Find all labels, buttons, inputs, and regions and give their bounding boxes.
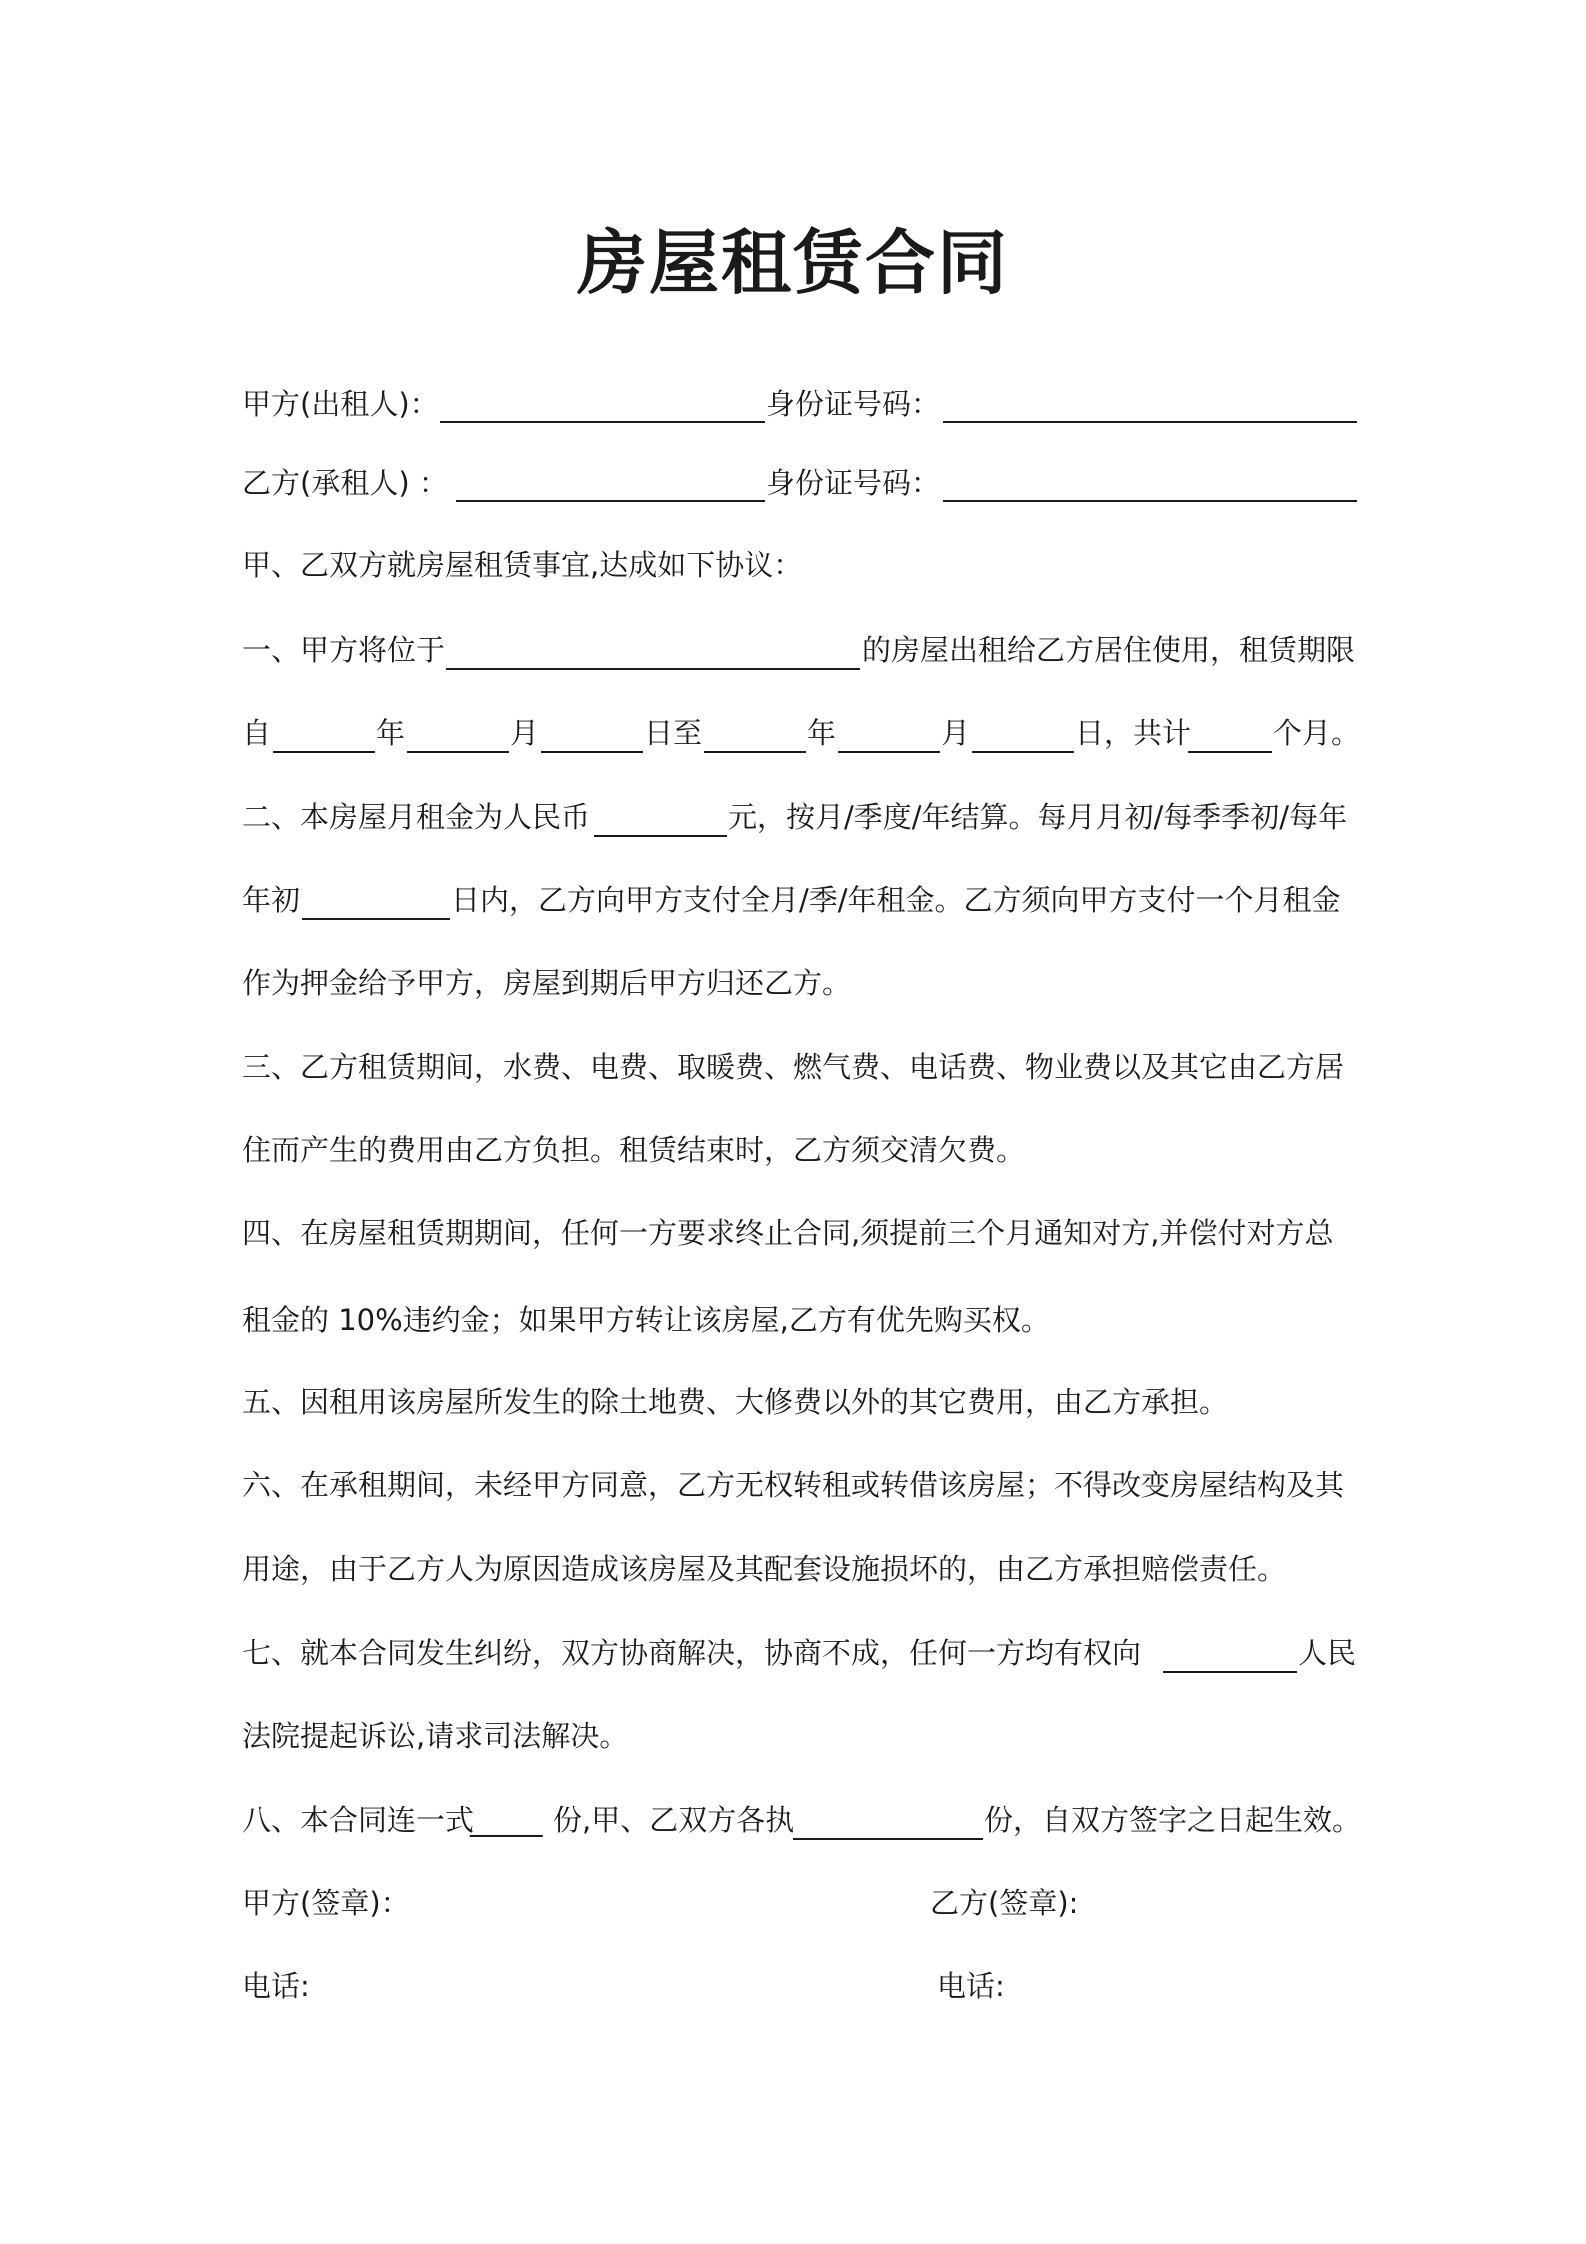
clause2-part-b: 元，按月/季度/年结算。每月月初/每季季初/每年 <box>728 800 1348 834</box>
clause5-text: 五、因租用该房屋所发生的除土地费、大修费以外的其它费用，由乙方承担。 <box>242 1385 1229 1419</box>
clause1-part-b: 的房屋出租给乙方居住使用，租赁期限 <box>862 633 1356 667</box>
clause2-part-c: 年初 <box>242 883 301 917</box>
property-address-field[interactable] <box>446 668 860 670</box>
intro-text: 甲、乙双方就房屋租赁事宜,达成如下协议： <box>242 548 803 582</box>
clause1-month1: 月 <box>510 716 540 750</box>
party-b-name-field[interactable] <box>456 500 765 502</box>
clause1-year1: 年 <box>376 716 406 750</box>
end-day-field[interactable] <box>972 751 1074 753</box>
party-b-id-field[interactable] <box>943 500 1357 502</box>
clause4-line2: 租金的 10%违约金；如果甲方转让该房屋,乙方有优先购买权。 <box>242 1303 1050 1337</box>
clause1-day1: 日至 <box>644 716 703 750</box>
party-a-name-field[interactable] <box>440 421 765 423</box>
clause1-year2: 年 <box>807 716 837 750</box>
clause1-from: 自 <box>242 716 272 750</box>
end-year-field[interactable] <box>704 751 806 753</box>
clause1-part-a: 一、甲方将位于 <box>242 633 446 667</box>
clause1-months: 个月。 <box>1273 716 1361 750</box>
monthly-rent-field[interactable] <box>594 835 727 837</box>
total-months-field[interactable] <box>1188 751 1272 753</box>
clause7-part-a: 七、就本合同发生纠纷，双方协商解决，协商不成，任何一方均有权向 <box>242 1636 1142 1670</box>
party-a-id-label: 身份证号码： <box>766 387 941 421</box>
party-b-signature-label: 乙方(签章): <box>930 1886 1079 1920</box>
payment-days-field[interactable] <box>302 918 450 920</box>
clause3-line2: 住而产生的费用由乙方负担。租赁结束时，乙方须交清欠费。 <box>242 1133 1026 1167</box>
clause7-part-c: 法院提起诉讼,请求司法解决。 <box>242 1719 629 1753</box>
copies-total-field[interactable]: _____ <box>470 1803 543 1837</box>
clause8-part-b: 份,甲、乙双方各执 <box>553 1803 795 1837</box>
clause7-part-b: 人民 <box>1298 1636 1357 1670</box>
document-title: 房屋租赁合同 <box>577 222 1009 304</box>
party-a-signature-label: 甲方(签章)： <box>242 1886 410 1920</box>
clause6-line2: 用途，由于乙方人为原因造成该房屋及其配套设施损坏的，由乙方承担赔偿责任。 <box>242 1552 1287 1586</box>
clause2-part-d: 日内，乙方向甲方支付全月/季/年租金。乙方须向甲方支付一个月租金 <box>451 883 1341 917</box>
start-year-field[interactable] <box>273 751 375 753</box>
party-b-phone-label: 电话: <box>937 1969 1005 2003</box>
clause2-part-e: 作为押金给予甲方，房屋到期后甲方归还乙方。 <box>242 966 852 1000</box>
party-a-id-field[interactable] <box>943 421 1357 423</box>
clause2-part-a: 二、本房屋月租金为人民币 <box>242 800 591 834</box>
clause4-line1: 四、在房屋租赁期期间，任何一方要求终止合同,须提前三个月通知对方,并偿付对方总 <box>242 1216 1334 1250</box>
clause6-line1: 六、在承租期间，未经甲方同意，乙方无权转租或转借该房屋；不得改变房屋结构及其 <box>242 1468 1345 1502</box>
end-month-field[interactable] <box>838 751 940 753</box>
clause8-part-a: 八、本合同连一式 <box>242 1803 475 1837</box>
start-day-field[interactable] <box>541 751 643 753</box>
party-a-phone-label: 电话: <box>242 1969 310 2003</box>
copies-each-field[interactable] <box>793 1838 983 1840</box>
clause1-month2: 月 <box>941 716 971 750</box>
party-b-label: 乙方(承租人) ： <box>242 466 448 500</box>
clause1-day2: 日，共计 <box>1075 716 1192 750</box>
clause8-part-c: 份，自双方签字之日起生效。 <box>984 1803 1362 1837</box>
party-b-id-label: 身份证号码： <box>766 466 941 500</box>
party-a-label: 甲方(出租人)： <box>242 387 439 421</box>
clause3-line1: 三、乙方租赁期间，水费、电费、取暖费、燃气费、电话费、物业费以及其它由乙方居 <box>242 1050 1345 1084</box>
court-name-field[interactable] <box>1163 1671 1297 1673</box>
start-month-field[interactable] <box>407 751 509 753</box>
